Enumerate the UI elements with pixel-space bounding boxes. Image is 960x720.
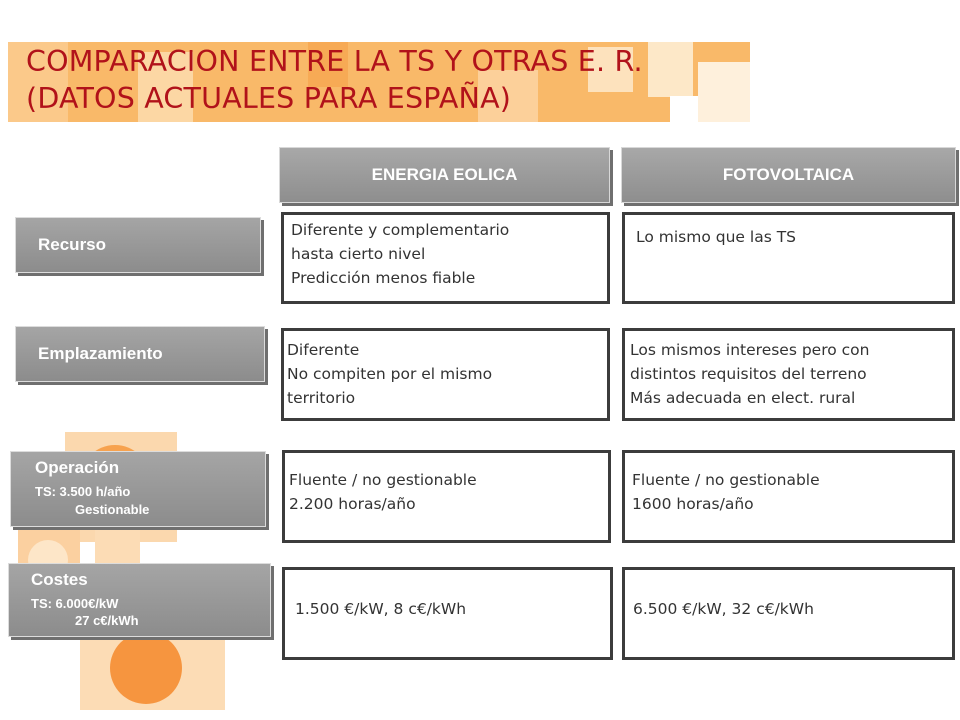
row-label-text: Operación [35, 458, 120, 477]
row-label-subtext: 27 c€/kWh [75, 613, 139, 628]
cell-text: hasta cierto nivel [291, 245, 426, 263]
row-label-subtext: Gestionable [75, 502, 150, 517]
slide-title-line-1: COMPARACION ENTRE LA TS Y OTRAS E. R. [26, 45, 643, 78]
row-label-text: Recurso [38, 235, 107, 254]
row-label-text: Costes [31, 570, 88, 589]
cell-text: 1600 horas/año [632, 495, 754, 513]
cell-text: Más adecuada en elect. rural [630, 389, 856, 407]
cell-emplazamiento-eolica [281, 328, 610, 421]
cell-text: No compiten por el mismo [287, 365, 493, 383]
cell-text: 6.500 €/kW, 32 c€/kWh [633, 600, 814, 618]
cell-costes-fotovoltaica [622, 567, 955, 660]
banner-pattern-square [648, 42, 693, 97]
cell-text: Fluente / no gestionable [632, 471, 820, 489]
row-label-subtext: TS: 6.000€/kW [31, 596, 119, 611]
cell-text: Lo mismo que las TS [636, 228, 797, 246]
cell-emplazamiento-fotovoltaica [622, 328, 955, 421]
cell-text: Diferente [287, 341, 360, 359]
cell-operacion-fotovoltaica [622, 450, 955, 543]
cell-recurso-eolica [281, 212, 610, 304]
title-banner [8, 42, 750, 122]
column-header-eolica: ENERGIA EOLICA [279, 147, 610, 203]
row-label-subtext: TS: 3.500 h/año [35, 484, 131, 499]
cell-text: Fluente / no gestionable [289, 471, 477, 489]
row-label-emplazamiento [15, 326, 265, 382]
cell-text: Predicción menos fiable [291, 269, 476, 287]
cell-text: 2.200 horas/año [289, 495, 416, 513]
cell-text: territorio [287, 389, 356, 407]
column-header-fotovoltaica: FOTOVOLTAICA [621, 147, 956, 203]
banner-pattern-square [670, 96, 698, 122]
cell-operacion-eolica [282, 450, 611, 543]
cell-recurso-fotovoltaica [622, 212, 955, 304]
cell-text: Los mismos intereses pero con [630, 341, 870, 359]
row-label-text: Emplazamiento [38, 344, 163, 363]
row-label-operacion [10, 451, 266, 527]
cell-text: 1.500 €/kW, 8 c€/kWh [295, 600, 467, 618]
banner-pattern-square [698, 62, 750, 122]
row-label-recurso [15, 217, 261, 273]
slide-title-line-2: (DATOS ACTUALES PARA ESPAÑA) [26, 82, 512, 115]
decorative-orange-circle [110, 632, 182, 704]
cell-text: Diferente y complementario [291, 221, 510, 239]
cell-costes-eolica [282, 567, 613, 660]
row-label-costes [8, 563, 271, 637]
cell-text: distintos requisitos del terreno [630, 365, 867, 383]
